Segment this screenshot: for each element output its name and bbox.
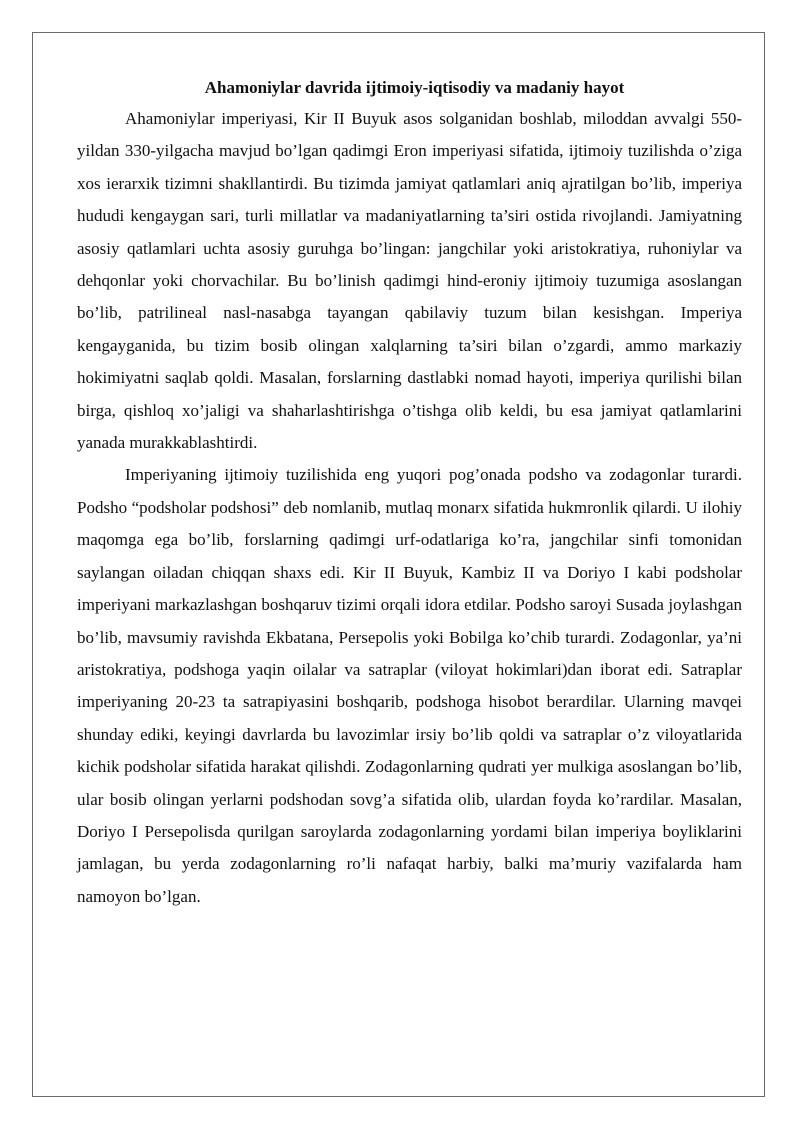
document-title: Ahamoniylar davrida ijtimoiy-iqtisodiy va madaniy hayot — [204, 78, 625, 97]
document-body — [77, 73, 742, 913]
paragraph-2: Imperiyaning ijtimoiy tuzilishida eng yuqori pog’onada podsho va zodagonlar turardi. Podsho “podsholar podshosi” deb nomlanib, mutlaq monarx sifatida hukmronlik qilardi. U ilohiy maqomga ega bo’lib, forslarning qadimgi urf-odatlariga ko’ra, jangchilar sinfi tomonidan saylangan oiladan chiqqan shaxs edi. Kir II Buyuk, Kambiz II va Doriyo I kabi podsholar imperiyani markazlashgan boshqaruv tizimi orqali idora etdilar. Podsho saroyi Susada joylashgan bo’lib, mavsumiy ravishda Ekbatana, Persepolis yoki Bobilga ko’chib turardi. Zodagonlar, ya’ni aristokratiya, podshoga yaqin oilalar va satraplar (viloyat hokimlari)dan iborat edi. Satraplar imperiyaning 20-23 ta satrapiyasini boshqarib, podshoga hisobot berardilar. Ularning mavqei shunday ediki, keyingi davrlarda bu lavozimlar irsiy bo’lib qoldi va satraplar o’z viloyatlarida kichik podsholar sifatida harakat qilishdi. Zodagonlarning qudrati yer mulkiga asoslangan bo’lib, ular bosib olingan yerlarni podshodan sovg’a sifatida olib, ulardan foyda ko’rardilar. Masalan, Doriyo I Persepolisda qurilgan saroylarda zodagonlarning yordami bilan imperiya boyliklarini jamlagan, bu yerda zodagonlarning ro’li nafaqat harbiy, balki ma’muriy vazifalarda ham namoyon bo’lgan. — [77, 465, 742, 906]
paragraph-1: Ahamoniylar imperiyasi, Kir II Buyuk asos solganidan boshlab, miloddan avvalgi 550-yildan 330-yilgacha mavjud bo’lgan qadimgi Eron imperiyasi sifatida, ijtimoiy tuzilishda o’ziga xos ierarxik tizimni shakllantirdi. Bu tizimda jamiyat qatlamlari aniq ajratilgan bo’lib, imperiya hududi kengaygan sari, turli millatlar va madaniyatlarning ta’siri ostida rivojlandi. Jamiyatning asosiy qatlamlari uchta asosiy guruhga bo’lingan: jangchilar yoki aristokratiya, ruhoniylar va dehqonlar yoki chorvachilar. Bu bo’linish qadimgi hind-eroniy ijtimoiy tuzumiga asoslangan bo’lib, patrilineal nasl-nasabga tayangan qabilaviy tuzum bilan kesishgan. Imperiya kengayganida, bu tizim bosib olingan xalqlarning ta’siri bilan o’zgardi, ammo markaziy hokimiyatni saqlab qoldi. Masalan, forslarning dastlabki nomad hayoti, imperiya qurilishi bilan birga, qishloq xo’jaligi va shaharlashtirishga o’tishga olib keldi, bu esa jamiyat qatlamlarini yanada murakkablashtirdi. — [77, 109, 742, 453]
